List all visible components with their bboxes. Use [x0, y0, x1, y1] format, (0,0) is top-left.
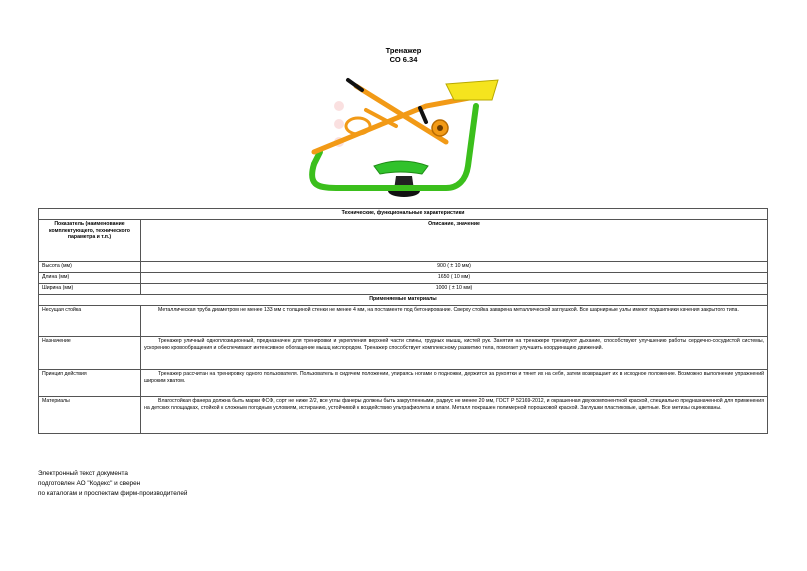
- dimension-value: 1000 ( ± 10 мм): [141, 284, 768, 295]
- row-label: Назначение: [39, 337, 141, 370]
- dimension-value: 900 ( ± 10 мм): [141, 262, 768, 273]
- dimension-value: 1650 ( 10 мм): [141, 273, 768, 284]
- footer-line: подготовлен АО "Кодекс" и сверен: [38, 480, 141, 487]
- footer-line: по каталогам и проспектам фирм-производителей: [38, 490, 188, 497]
- materials-header: Применяемые материалы: [39, 295, 768, 306]
- dimension-label: Высота (мм): [39, 262, 141, 273]
- table-row: [39, 337, 768, 370]
- row-text: Тренажер рассчитан на тренировку одного пользователя. Пользователь в сидячем положении, упираясь ногами о подножки, держится за рукоятки и тянет их на себя, затем возвращает их в исходное положение. Возможно выполнение упражнений широким хватом.: [144, 371, 764, 384]
- tech-header: Технические, функциональные характеристики: [39, 209, 768, 220]
- col2-header: Описание, значение: [141, 220, 768, 262]
- document-title: [0, 46, 807, 64]
- row-text: Тренажер уличный одноплозиционный, предназначен для тренировки и укрепления верхней части спины, грудных мышц, кистей рук. Занятия на тренажере тренируют дыхание, способствуют улучшению работы сердечно-сосудистой системы, ускорению кровообращения и обеспечивают интенсивное обогащение мышц кислородом. Тренажер способствует комплексному развитию тела, помогает улучшить координацию движений.: [144, 338, 764, 351]
- row-text: Металлическая труба диаметром не менее 133 мм с толщиной стенки не менее 4 мм, на постаменте под бетонирование. Сверху стойка заварена металлической заглушкой. Все шарнирные узлы имеют подшипники качения закрытого типа.: [158, 307, 739, 313]
- equipment-illustration: [296, 66, 506, 202]
- table-row: [39, 284, 768, 295]
- document-footer: [38, 469, 187, 499]
- row-text: Влагостойкая фанера должна быть марки ФСФ, сорт не ниже 2/2, все углы фанеры должны быть закругленными, радиус не менее 20 мм, ГОСТ Р 52169-2012, и окрашенная двухкомпонентной краской, специально предназначенной для применения на детских площадках, стойкой к сложным погодным условиям, истиранию, устойчивой к воздействию ультрафиолета и влаги. Металл покрашен полимерной порошковой краской. Заглушки пластиковые, цветные. Все метизы оцинкованы.: [144, 398, 764, 411]
- table-row: [39, 273, 768, 284]
- dimension-label: Длина (мм): [39, 273, 141, 284]
- row-label: Несущая стойка: [39, 306, 141, 337]
- spec-table: [38, 208, 768, 434]
- dimension-label: Ширина (мм): [39, 284, 141, 295]
- table-row: [39, 262, 768, 273]
- equipment-seat: [446, 80, 498, 100]
- col1-header: Показатель (наименование комплектующего, технического параметра и т.п.): [39, 220, 141, 262]
- equipment-handle-icon: [348, 80, 362, 90]
- table-row: [39, 397, 768, 434]
- title-name: Тренажер: [385, 46, 422, 55]
- row-label: Материалы: [39, 397, 141, 434]
- table-row: [39, 306, 768, 337]
- table-row: [39, 370, 768, 397]
- footer-line: Электронный текст документа: [38, 470, 128, 477]
- row-label: Принцип действия: [39, 370, 141, 397]
- title-code: СО 6.34: [389, 55, 418, 64]
- equipment-pad: [374, 161, 428, 174]
